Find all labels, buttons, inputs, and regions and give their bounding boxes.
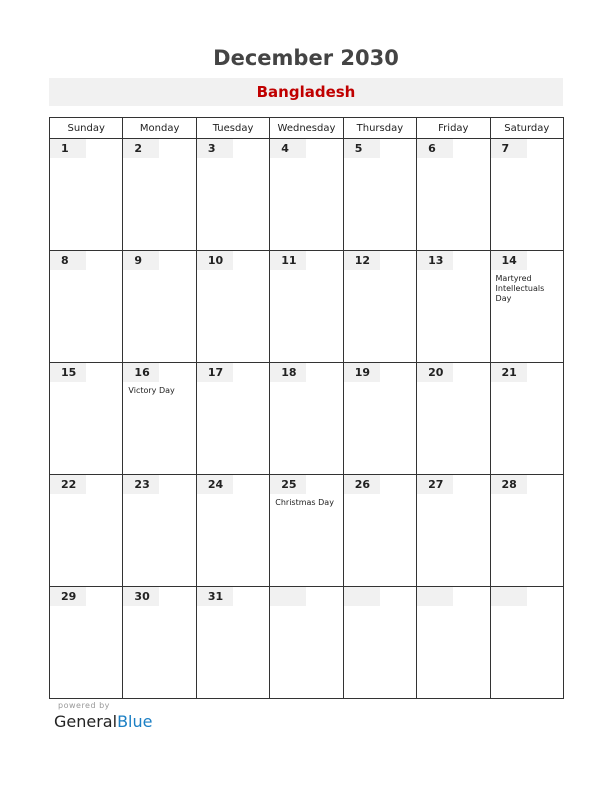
day-cell (343, 251, 416, 363)
day-number: 8 (50, 251, 86, 270)
day-number: 13 (417, 251, 453, 270)
weekday-header: Saturday (490, 118, 563, 139)
day-number: 9 (123, 251, 159, 270)
empty-day-cell (343, 587, 416, 699)
day-number: 30 (123, 587, 159, 606)
day-cell (50, 475, 123, 587)
day-number: 28 (491, 475, 527, 494)
day-cell (490, 251, 563, 363)
day-cell (343, 363, 416, 475)
day-cell (343, 139, 416, 251)
empty-day-cell (490, 587, 563, 699)
week-row (50, 251, 564, 363)
weekday-header: Thursday (343, 118, 416, 139)
day-number: 1 (50, 139, 86, 158)
weekday-header: Friday (417, 118, 490, 139)
day-cell (50, 139, 123, 251)
day-number: 5 (344, 139, 380, 158)
day-number: 2 (123, 139, 159, 158)
day-number: 11 (270, 251, 306, 270)
day-number: 25 (270, 475, 306, 494)
empty-day-cell (270, 587, 343, 699)
day-number: 3 (197, 139, 233, 158)
day-cell (123, 587, 196, 699)
day-cell (196, 251, 269, 363)
day-cell (50, 363, 123, 475)
day-number: 16 (123, 363, 159, 382)
day-number: 19 (344, 363, 380, 382)
day-number: 12 (344, 251, 380, 270)
day-cell (417, 251, 490, 363)
day-number (344, 587, 380, 606)
day-number: 27 (417, 475, 453, 494)
day-cell (270, 251, 343, 363)
day-number: 14 (491, 251, 527, 270)
day-cell (196, 363, 269, 475)
day-cell (270, 363, 343, 475)
empty-day-cell (417, 587, 490, 699)
day-cell (196, 475, 269, 587)
day-cell (270, 139, 343, 251)
page-title: December 2030 (213, 46, 399, 70)
day-number: 4 (270, 139, 306, 158)
logo-general-text: General (54, 712, 118, 731)
day-cell (343, 475, 416, 587)
day-number: 7 (491, 139, 527, 158)
day-cell (270, 475, 343, 587)
week-row (50, 363, 564, 475)
weekday-header: Tuesday (196, 118, 269, 139)
day-number: 24 (197, 475, 233, 494)
day-cell (417, 475, 490, 587)
day-cell (123, 139, 196, 251)
logo-blue-text: Blue (117, 712, 153, 731)
weekday-header: Sunday (50, 118, 123, 139)
country-name: Bangladesh (49, 78, 563, 106)
day-cell (123, 251, 196, 363)
day-number: 10 (197, 251, 233, 270)
holiday-label: Martyred Intellectuals Day (495, 274, 545, 303)
weekday-header: Monday (123, 118, 196, 139)
day-number: 31 (197, 587, 233, 606)
day-number (270, 587, 306, 606)
day-cell (196, 139, 269, 251)
day-number: 20 (417, 363, 453, 382)
day-number: 29 (50, 587, 86, 606)
day-cell (50, 251, 123, 363)
day-cell (50, 587, 123, 699)
holiday-label: Christmas Day (275, 498, 334, 507)
week-row (50, 587, 564, 699)
week-row (50, 475, 564, 587)
day-number: 23 (123, 475, 159, 494)
day-number (417, 587, 453, 606)
weekday-header-row (50, 118, 564, 139)
day-cell (123, 363, 196, 475)
day-number: 26 (344, 475, 380, 494)
day-cell (417, 139, 490, 251)
generalblue-logo (54, 712, 152, 731)
weekday-header: Wednesday (270, 118, 343, 139)
day-number: 18 (270, 363, 306, 382)
powered-by-label: powered by (58, 701, 110, 710)
day-number: 17 (197, 363, 233, 382)
day-number: 22 (50, 475, 86, 494)
day-cell (490, 475, 563, 587)
day-number: 15 (50, 363, 86, 382)
day-number: 6 (417, 139, 453, 158)
calendar-grid (49, 117, 564, 699)
day-cell (417, 363, 490, 475)
day-cell (196, 587, 269, 699)
day-number (491, 587, 527, 606)
day-cell (490, 363, 563, 475)
holiday-label: Victory Day (128, 386, 175, 395)
day-cell (123, 475, 196, 587)
day-cell (490, 139, 563, 251)
week-row (50, 139, 564, 251)
day-number: 21 (491, 363, 527, 382)
